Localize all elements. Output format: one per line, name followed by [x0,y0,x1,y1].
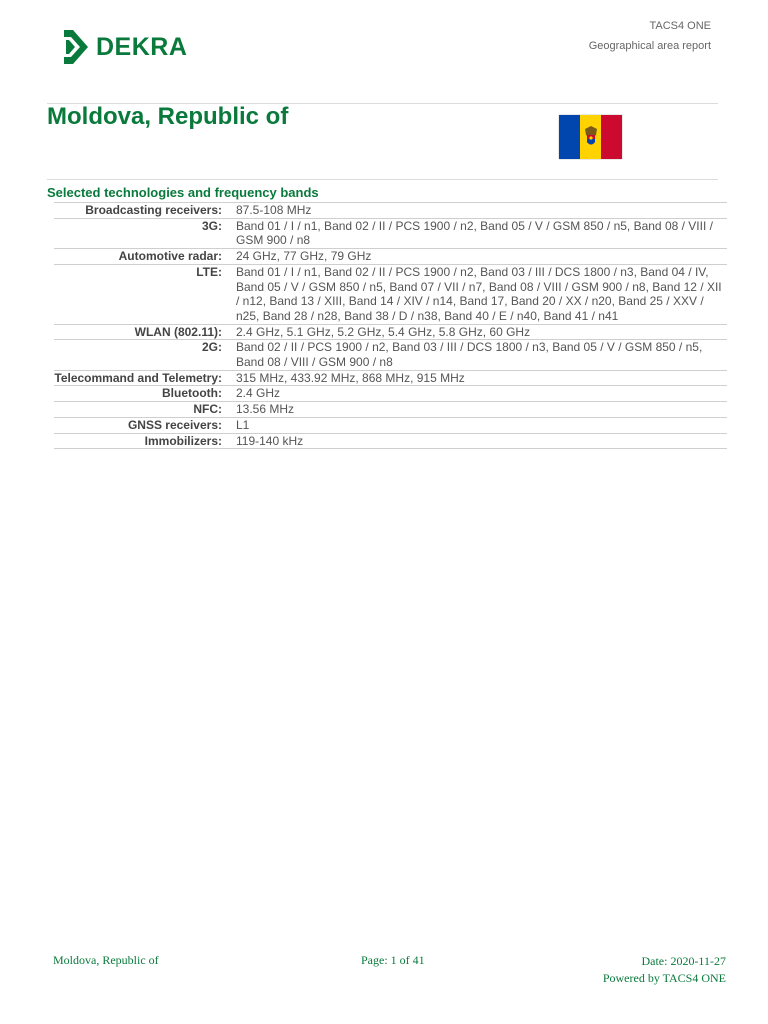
technology-label: LTE: [54,264,236,324]
moldova-flag-icon [559,115,622,159]
technology-label: 2G: [54,340,236,370]
technology-label: 3G: [54,218,236,248]
technology-label: Immobilizers: [54,433,236,449]
table-row [54,249,727,265]
logo-text: DEKRA [96,32,188,61]
frequency-value: 315 MHz, 433.92 MHz, 868 MHz, 915 MHz [236,370,727,386]
technology-label: Bluetooth: [54,386,236,402]
technology-label: NFC: [54,402,236,418]
coat-of-arms-icon [583,126,599,148]
frequency-value: 2.4 GHz [236,386,727,402]
flag-stripe-blue [559,115,580,159]
table-row [54,340,727,370]
frequency-value: 87.5-108 MHz [236,203,727,219]
footer-powered-by: Powered by TACS4 ONE [602,971,726,985]
section-title: Selected technologies and frequency bands [47,185,319,200]
frequency-value: Band 02 / II / PCS 1900 / n2, Band 03 / III / DCS 1800 / n3, Band 05 / V / GSM 850 / n5, Band 08 / VIII / GSM 900 / n8 [236,340,727,370]
flag-stripe-red [601,115,622,159]
report-header [589,20,711,60]
table-row [54,386,727,402]
title-divider [47,179,718,180]
table-row [54,402,727,418]
technology-label: Automotive radar: [54,249,236,265]
app-name: TACS4 ONE [649,20,711,32]
dekra-arrow-icon [64,30,90,64]
table-row [54,218,727,248]
footer-page-number: Page: 1 of 41 [361,953,425,967]
technology-label: WLAN (802.11): [54,324,236,340]
flag-stripe-yellow [580,115,601,159]
table-row [54,370,727,386]
table-row [54,433,727,449]
footer-date: Date: 2020-11-27 [641,954,726,968]
frequency-bands-table [54,202,727,449]
table-row [54,417,727,433]
table-row [54,264,727,324]
technology-label: GNSS receivers: [54,417,236,433]
dekra-logo [64,30,187,64]
frequency-value: L1 [236,417,727,433]
footer-right [603,953,726,987]
frequency-value: Band 01 / I / n1, Band 02 / II / PCS 1900 / n2, Band 03 / III / DCS 1800 / n3, Band 04 / IV, Band 05 / V / GSM 850 / n5, Band 07 / VII / n7, Band 08 / VIII / GSM 900 / n8, Band 12 / XII / n12, Band 13 / XIII, Band 14 / XIV / n14, Band 17, Band 20 / XX / n20, Band 25 / XXV / n25, Band 28 / n28, Band 38 / D / n38, Band 40 / E / n40, Band 41 / n41 [236,264,727,324]
table-row [54,203,727,219]
technology-label: Telecommand and Telemetry: [54,370,236,386]
footer-country: Moldova, Republic of [53,953,159,967]
report-type: Geographical area report [588,40,711,52]
frequency-value: Band 01 / I / n1, Band 02 / II / PCS 1900 / n2, Band 05 / V / GSM 850 / n5, Band 08 / VIII / GSM 900 / n8 [236,218,727,248]
frequency-value: 13.56 MHz [236,402,727,418]
technology-label: Broadcasting receivers: [54,203,236,219]
page-title: Moldova, Republic of [47,103,289,130]
table-row [54,324,727,340]
frequency-value: 119-140 kHz [236,433,727,449]
frequency-value: 24 GHz, 77 GHz, 79 GHz [236,249,727,265]
frequency-value: 2.4 GHz, 5.1 GHz, 5.2 GHz, 5.4 GHz, 5.8 GHz, 60 GHz [236,324,727,340]
